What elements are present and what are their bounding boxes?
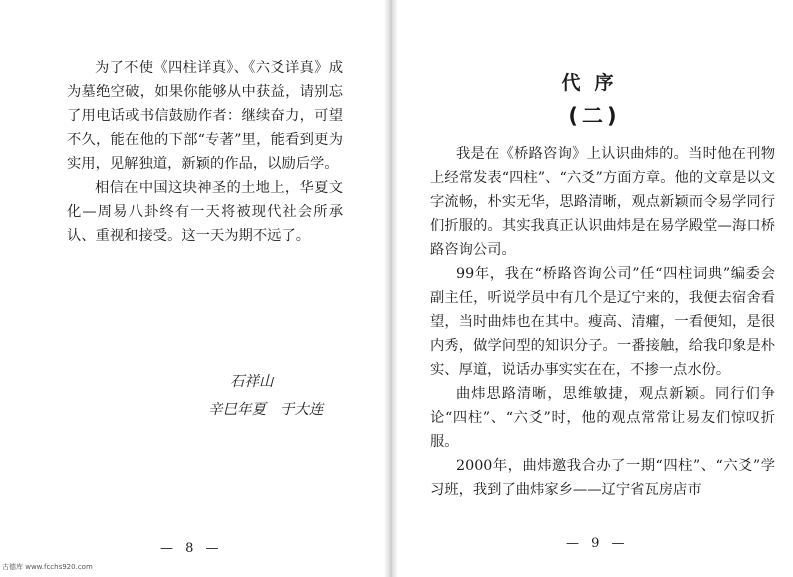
signature-name: 石祥山 — [230, 374, 274, 390]
left-page — [0, 0, 386, 577]
section-subtitle: (二) — [568, 104, 621, 128]
paragraph: 我是在《桥路咨询》上认识曲炜的。当时他在刊物上经常发表“四柱”、“六爻”方面方章。他的文章是以文字流畅，朴实无华，思路清晰，观点新颖而令易学同行们折服的。其实我真正认识曲炜是在易学殿堂—海口桥路咨询公司。 — [430, 146, 775, 258]
left-page-body — [67, 56, 343, 248]
right-page-body — [430, 142, 775, 502]
paragraph: 为了不使《四柱详真》、《六爻详真》成为墓绝空破，如果你能够从中获益，请别忘了用电话或书信鼓励作者：继续奋力，可望不久，能在他的下部“专著”里，能看到更为实用，见解独道，新颖的作品，以励后学。 — [67, 60, 343, 172]
paragraph: 2000年，曲炜邀我合办了一期“四柱”、“六爻”学习班，我到了曲炜家乡——辽宁省瓦房店市 — [430, 458, 775, 498]
footer-watermark-url: 古德库 www.fcchs920.com — [2, 563, 93, 571]
page-number: — 9 — — [566, 536, 629, 551]
paragraph: 相信在中国这块神圣的土地上，华夏文化—周易八卦终有一天将被现代社会所承认、重视和接受。这一天为期不远了。 — [67, 180, 343, 244]
section-title: 代序 — [561, 72, 628, 94]
paragraph: 曲炜思路清晰，思维敏捷，观点新颖。同行们争论“四柱”、“六爻”时，他的观点常常让易友们惊叹折服。 — [430, 386, 775, 450]
right-page — [396, 0, 793, 577]
paragraph: 99年，我在“桥路咨询公司”任“四柱词典”编委会副主任，听说学员中有几个是辽宁来的，我便去宿舍看望，当时曲炜也在其中。瘦高、清癯，一看便知，是很内秀，做学问型的知识分子。一番接触，给我印象是朴实、厚道，说话办事实实在在，不掺一点水份。 — [430, 266, 775, 378]
signature-date: 辛巳年夏 于大连 — [208, 402, 324, 418]
page-number: — 8 — — [160, 541, 223, 556]
